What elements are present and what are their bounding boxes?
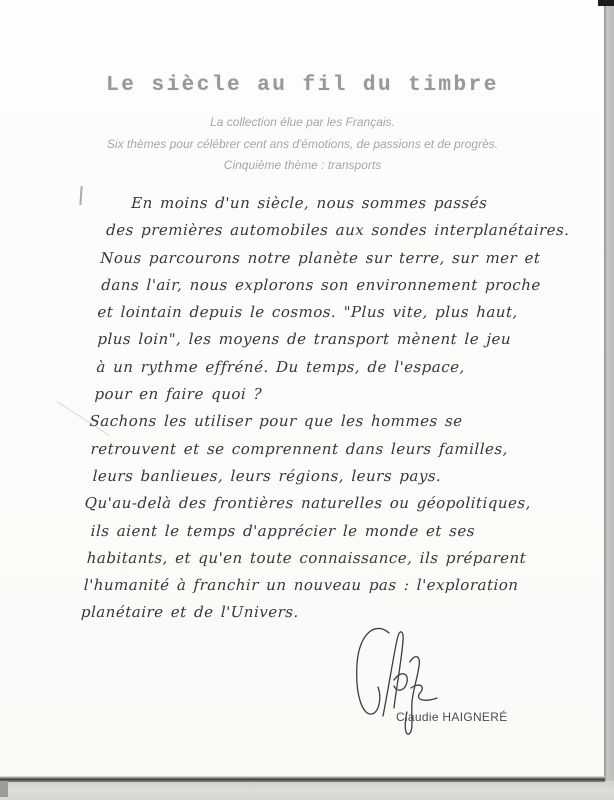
handwritten-line: ils aient le temps d'apprécier le monde et ses bbox=[90, 521, 476, 540]
handwritten-text bbox=[80, 190, 570, 627]
handwritten-line: pour en faire quoi ? bbox=[94, 385, 263, 404]
collection-subtitle bbox=[0, 112, 605, 177]
handwritten-line: Nous parcourons notre planète sur terre, sur mer et bbox=[99, 248, 541, 267]
handwritten-line: l'humanité à franchir un nouveau pas : l'exploration bbox=[83, 576, 519, 595]
scan-corner-mark bbox=[598, 0, 614, 6]
handwritten-line: et lointain depuis le cosmos. "Plus vite, plus haut, bbox=[97, 303, 519, 322]
handwritten-line: des premières automobiles aux sondes interplanétaires. bbox=[105, 221, 570, 240]
subtitle-line: Cinquième thème : transports bbox=[223, 158, 382, 172]
handwritten-line: planétaire et de l'Univers. bbox=[80, 603, 300, 622]
subtitle-line: La collection élue par les Français. bbox=[210, 115, 395, 129]
page-title: Le siècle au fil du timbre bbox=[106, 74, 499, 97]
scan-edge-right bbox=[604, 0, 614, 781]
scan-corner-notch bbox=[0, 781, 8, 797]
subtitle-line: Six thèmes pour célébrer cent ans d'émotions, de passions et de progrès. bbox=[106, 136, 499, 151]
handwritten-line: Sachons les utiliser pour que les hommes se bbox=[89, 412, 463, 431]
handwritten-line: habitants, et qu'en toute connaissance, ils préparent bbox=[86, 548, 527, 567]
scan-background-bottom bbox=[0, 782, 614, 800]
handwritten-line: En moins d'un siècle, nous sommes passés bbox=[130, 194, 488, 212]
handwritten-line: à un rythme effréné. Du temps, de l'espace, bbox=[96, 357, 466, 376]
handwritten-line: retrouvent et se comprennent dans leurs familles, bbox=[90, 439, 509, 458]
handwritten-line: leurs banlieues, leurs régions, leurs pays. bbox=[92, 466, 442, 485]
signatory-name: Claudie HAIGNERÉ bbox=[396, 710, 508, 724]
stray-pen-mark bbox=[79, 186, 82, 205]
handwritten-line: dans l'air, nous explorons son environnement proche bbox=[100, 275, 542, 294]
handwritten-line: Qu'au-delà des frontières naturelles ou géopolitiques, bbox=[84, 494, 532, 513]
handwritten-line: plus loin", les moyens de transport mènent le jeu bbox=[97, 330, 512, 349]
